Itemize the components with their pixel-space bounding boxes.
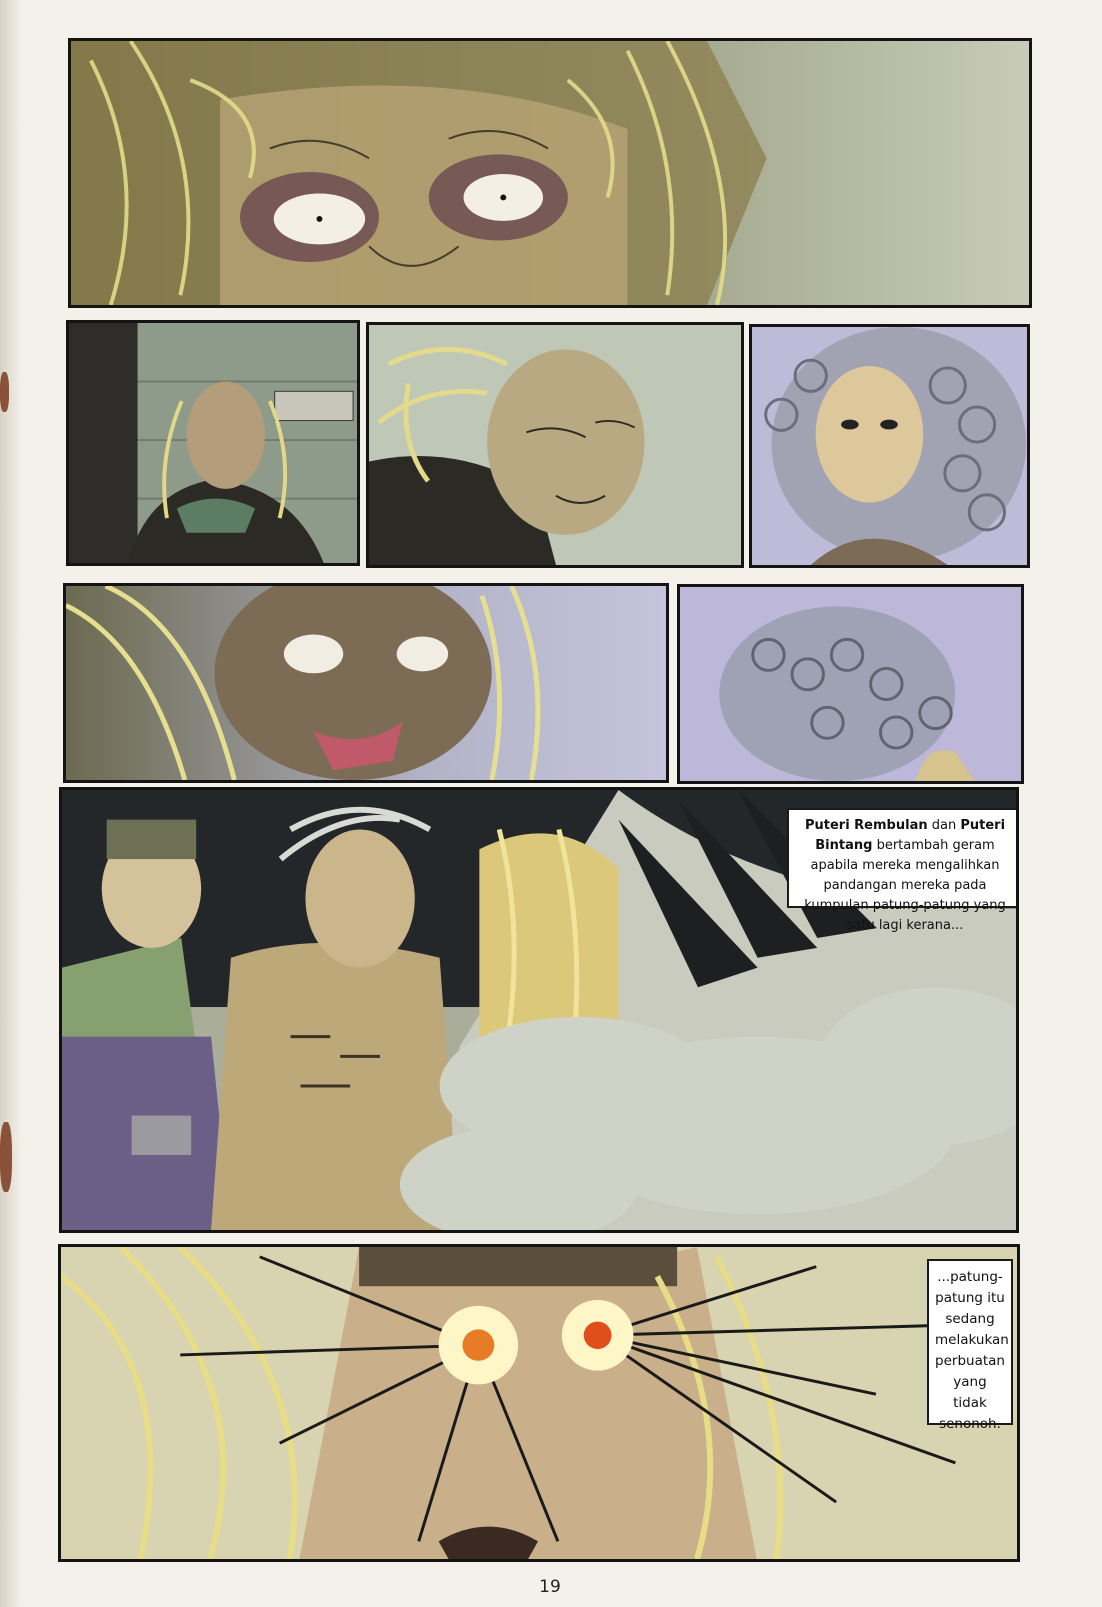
left-eye <box>284 635 343 674</box>
panel-elder-drooling <box>63 583 669 783</box>
page-stain <box>0 372 9 412</box>
narration-caption <box>787 808 1019 933</box>
maiden-turned-art <box>680 587 1021 781</box>
elder-standing-art <box>69 323 357 563</box>
caption-conjunction: dan <box>931 818 957 833</box>
panel-elder-standing <box>66 320 360 566</box>
maiden-worried-art <box>752 327 1027 565</box>
panel-maiden-worried <box>749 324 1030 568</box>
page-edge <box>0 0 22 1607</box>
caption-narration-text: ...patung-patung itu sedang melakukan perbuatan yang tidak senonoh. <box>935 1269 1009 1432</box>
caption-narration-text: bertambah geram apabila mereka mengalihkan pandangan mereka pada kumpulan patung-patung yang satu lagi kerana... <box>804 838 1006 933</box>
page-number: 19 <box>539 1577 561 1597</box>
elder-glare-art <box>71 41 1029 305</box>
elder-drooling-art <box>66 586 666 780</box>
panel-elder-shock <box>366 322 744 568</box>
caption-name-rembulan: Puteri Rembulan <box>804 818 928 833</box>
panel-heroes <box>59 787 1019 1233</box>
right-eye <box>397 636 448 671</box>
page-stain <box>0 1122 12 1192</box>
caption-name-bintang: Puteri Bintang <box>815 818 1006 853</box>
panel-elder-glare <box>68 38 1032 308</box>
narration-caption <box>927 1259 1013 1432</box>
panel-glowing-eyes <box>58 1244 1020 1562</box>
glowing-eyes-art <box>61 1247 1017 1559</box>
elder-shock-art <box>369 325 741 565</box>
panel-maiden-turned <box>677 584 1024 784</box>
